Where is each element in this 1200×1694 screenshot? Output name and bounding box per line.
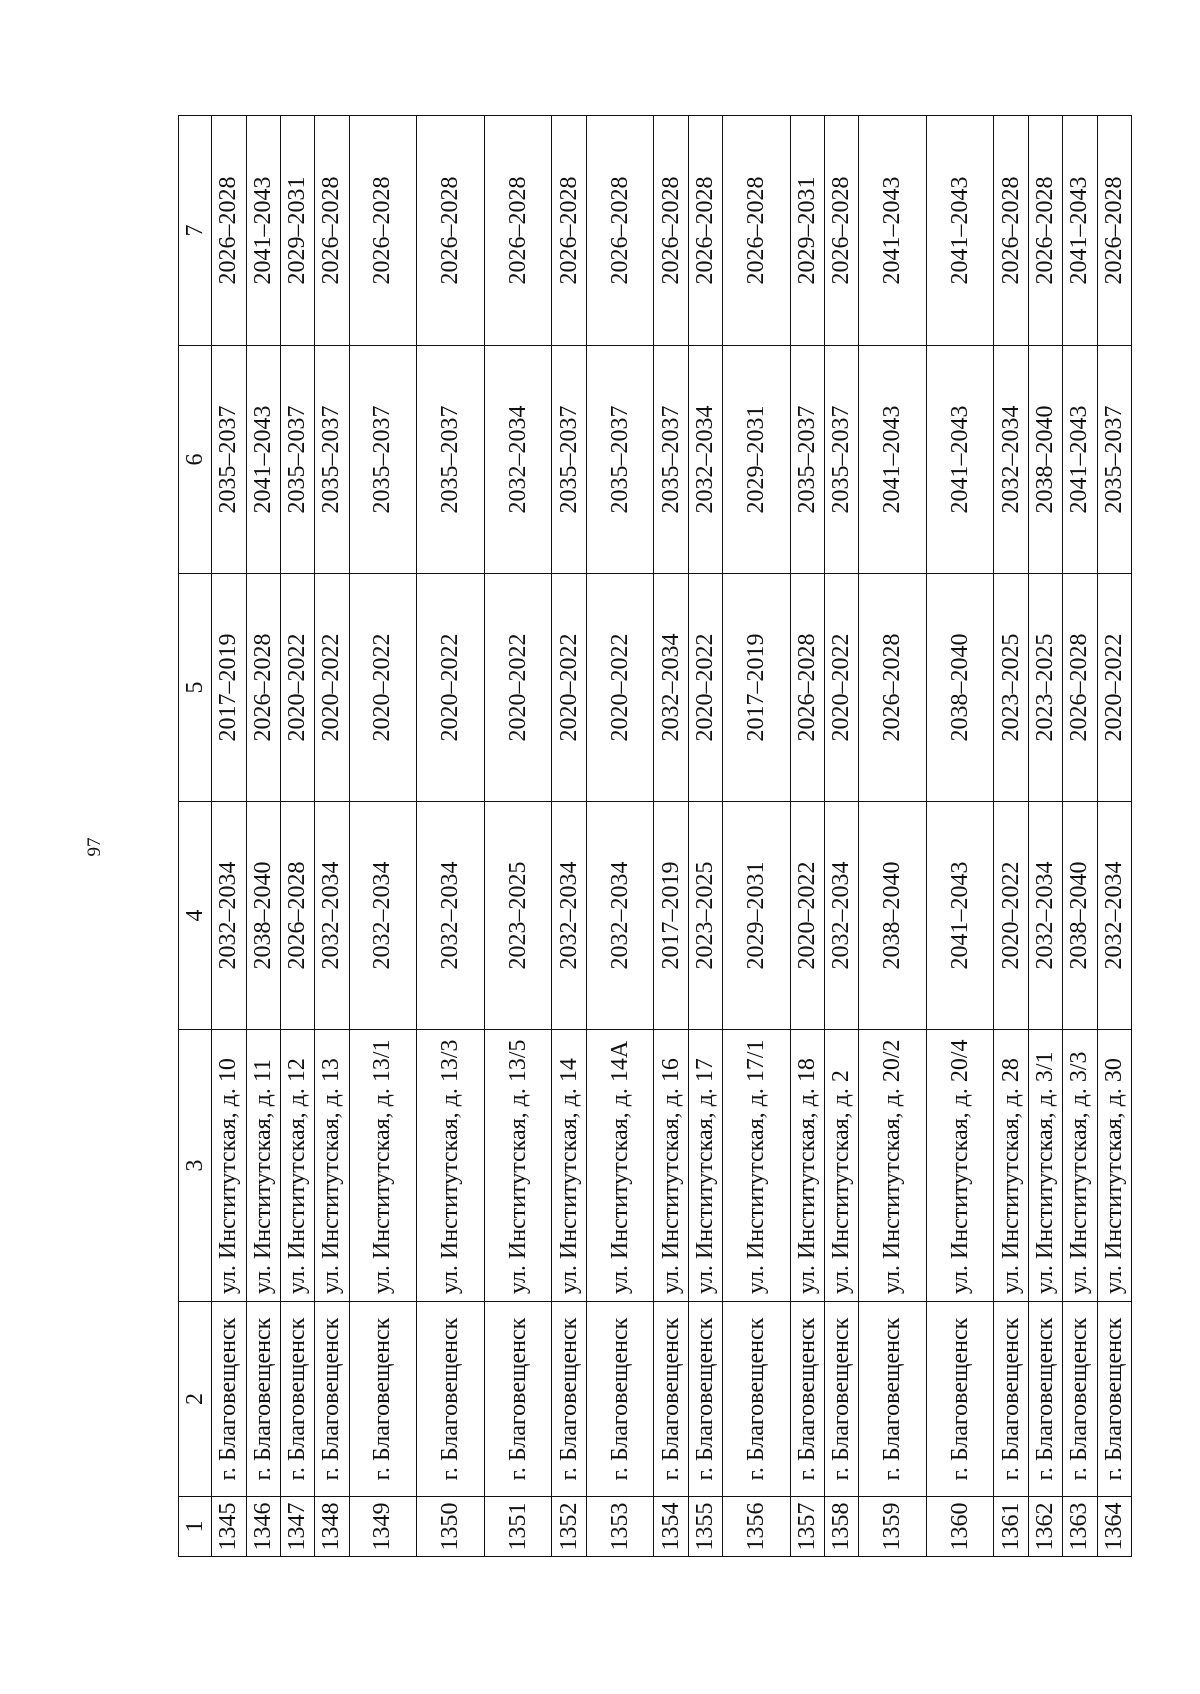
city-cell: г. Благовещенск bbox=[1063, 1302, 1097, 1497]
period-col7-cell: 2026–2028 bbox=[994, 116, 1028, 346]
address-cell: ул. Институтская, д. 12 bbox=[280, 1030, 314, 1302]
period-col5-cell: 2020–2022 bbox=[552, 574, 586, 802]
table-row bbox=[723, 116, 791, 1557]
table-row bbox=[1063, 116, 1097, 1557]
period-col4-cell: 2023–2025 bbox=[688, 802, 722, 1030]
table-row bbox=[859, 116, 927, 1557]
address-cell: ул. Институтская, д. 30 bbox=[1097, 1030, 1131, 1302]
period-col4-cell: 2038–2040 bbox=[1063, 802, 1097, 1030]
row-number-cell: 1353 bbox=[586, 1497, 654, 1557]
city-cell: г. Благовещенск bbox=[212, 1302, 246, 1497]
table-row bbox=[824, 116, 858, 1557]
period-col6-cell: 2041–2043 bbox=[859, 346, 927, 574]
city-cell: г. Благовещенск bbox=[417, 1302, 485, 1497]
period-col7-cell: 2026–2028 bbox=[212, 116, 246, 346]
address-cell: ул. Институтская, д. 20/2 bbox=[859, 1030, 927, 1302]
period-col6-cell: 2035–2037 bbox=[552, 346, 586, 574]
table-row bbox=[688, 116, 722, 1557]
period-col5-cell: 2023–2025 bbox=[1028, 574, 1062, 802]
period-col4-cell: 2026–2028 bbox=[280, 802, 314, 1030]
period-col7-cell: 2026–2028 bbox=[1097, 116, 1131, 346]
city-cell: г. Благовещенск bbox=[654, 1302, 688, 1497]
period-col7-cell: 2041–2043 bbox=[859, 116, 927, 346]
address-cell: ул. Институтская, д. 17/1 bbox=[723, 1030, 791, 1302]
period-col7-cell: 2026–2028 bbox=[484, 116, 552, 346]
period-col6-cell: 2035–2037 bbox=[315, 346, 349, 574]
row-number-cell: 1352 bbox=[552, 1497, 586, 1557]
period-col5-cell: 2038–2040 bbox=[926, 574, 994, 802]
period-col6-cell: 2035–2037 bbox=[586, 346, 654, 574]
period-col5-cell: 2020–2022 bbox=[586, 574, 654, 802]
period-col6-cell: 2032–2034 bbox=[994, 346, 1028, 574]
city-cell: г. Благовещенск bbox=[552, 1302, 586, 1497]
row-number-cell: 1350 bbox=[417, 1497, 485, 1557]
period-col7-cell: 2026–2028 bbox=[654, 116, 688, 346]
row-number-cell: 1349 bbox=[349, 1497, 417, 1557]
period-col5-cell: 2023–2025 bbox=[994, 574, 1028, 802]
period-col7-cell: 2029–2031 bbox=[790, 116, 824, 346]
period-col5-cell: 2026–2028 bbox=[246, 574, 280, 802]
row-number-cell: 1351 bbox=[484, 1497, 552, 1557]
row-number-cell: 1357 bbox=[790, 1497, 824, 1557]
period-col7-cell: 2026–2028 bbox=[315, 116, 349, 346]
city-cell: г. Благовещенск bbox=[1028, 1302, 1062, 1497]
period-col6-cell: 2035–2037 bbox=[280, 346, 314, 574]
header-cell: 3 bbox=[179, 1030, 212, 1302]
header-cell: 6 bbox=[179, 346, 212, 574]
period-col7-cell: 2026–2028 bbox=[824, 116, 858, 346]
address-cell: ул. Институтская, д. 3/3 bbox=[1063, 1030, 1097, 1302]
row-number-cell: 1348 bbox=[315, 1497, 349, 1557]
address-cell: ул. Институтская, д. 11 bbox=[246, 1030, 280, 1302]
table-row bbox=[994, 116, 1028, 1557]
period-col6-cell: 2038–2040 bbox=[1028, 346, 1062, 574]
period-col6-cell: 2041–2043 bbox=[926, 346, 994, 574]
address-cell: ул. Институтская, д. 10 bbox=[212, 1030, 246, 1302]
table-row bbox=[484, 116, 552, 1557]
row-number-cell: 1356 bbox=[723, 1497, 791, 1557]
table-row bbox=[586, 116, 654, 1557]
table-body bbox=[179, 116, 1132, 1557]
data-table bbox=[178, 115, 1132, 1557]
address-cell: ул. Институтская, д. 3/1 bbox=[1028, 1030, 1062, 1302]
period-col4-cell: 2023–2025 bbox=[484, 802, 552, 1030]
period-col5-cell: 2020–2022 bbox=[280, 574, 314, 802]
period-col4-cell: 2017–2019 bbox=[654, 802, 688, 1030]
table-row bbox=[212, 116, 246, 1557]
period-col5-cell: 2026–2028 bbox=[859, 574, 927, 802]
period-col7-cell: 2026–2028 bbox=[349, 116, 417, 346]
table-row bbox=[315, 116, 349, 1557]
address-cell: ул. Институтская, д. 2 bbox=[824, 1030, 858, 1302]
period-col4-cell: 2038–2040 bbox=[859, 802, 927, 1030]
row-number-cell: 1358 bbox=[824, 1497, 858, 1557]
address-cell: ул. Институтская, д. 14А bbox=[586, 1030, 654, 1302]
address-cell: ул. Институтская, д. 18 bbox=[790, 1030, 824, 1302]
city-cell: г. Благовещенск bbox=[859, 1302, 927, 1497]
period-col4-cell: 2029–2031 bbox=[723, 802, 791, 1030]
period-col5-cell: 2017–2019 bbox=[212, 574, 246, 802]
period-col4-cell: 2041–2043 bbox=[926, 802, 994, 1030]
table-row bbox=[349, 116, 417, 1557]
period-col6-cell: 2035–2037 bbox=[212, 346, 246, 574]
period-col4-cell: 2038–2040 bbox=[246, 802, 280, 1030]
period-col6-cell: 2032–2034 bbox=[484, 346, 552, 574]
city-cell: г. Благовещенск bbox=[349, 1302, 417, 1497]
period-col7-cell: 2041–2043 bbox=[926, 116, 994, 346]
address-cell: ул. Институтская, д. 14 bbox=[552, 1030, 586, 1302]
city-cell: г. Благовещенск bbox=[824, 1302, 858, 1497]
period-col6-cell: 2035–2037 bbox=[790, 346, 824, 574]
period-col7-cell: 2026–2028 bbox=[688, 116, 722, 346]
rotated-table-container bbox=[178, 116, 1132, 1557]
period-col4-cell: 2032–2034 bbox=[1097, 802, 1131, 1030]
row-number-cell: 1364 bbox=[1097, 1497, 1131, 1557]
period-col6-cell: 2035–2037 bbox=[349, 346, 417, 574]
period-col4-cell: 2032–2034 bbox=[824, 802, 858, 1030]
address-cell: ул. Институтская, д. 13/3 bbox=[417, 1030, 485, 1302]
table-row bbox=[654, 116, 688, 1557]
row-number-cell: 1354 bbox=[654, 1497, 688, 1557]
city-cell: г. Благовещенск bbox=[926, 1302, 994, 1497]
period-col5-cell: 2020–2022 bbox=[1097, 574, 1131, 802]
period-col6-cell: 2041–2043 bbox=[246, 346, 280, 574]
period-col6-cell: 2029–2031 bbox=[723, 346, 791, 574]
period-col7-cell: 2026–2028 bbox=[552, 116, 586, 346]
address-cell: ул. Институтская, д. 20/4 bbox=[926, 1030, 994, 1302]
period-col5-cell: 2020–2022 bbox=[417, 574, 485, 802]
city-cell: г. Благовещенск bbox=[1097, 1302, 1131, 1497]
city-cell: г. Благовещенск bbox=[315, 1302, 349, 1497]
table-row bbox=[280, 116, 314, 1557]
table-row bbox=[246, 116, 280, 1557]
city-cell: г. Благовещенск bbox=[994, 1302, 1028, 1497]
row-number-cell: 1359 bbox=[859, 1497, 927, 1557]
row-number-cell: 1363 bbox=[1063, 1497, 1097, 1557]
header-cell: 5 bbox=[179, 574, 212, 802]
period-col4-cell: 2020–2022 bbox=[790, 802, 824, 1030]
period-col5-cell: 2032–2034 bbox=[654, 574, 688, 802]
period-col7-cell: 2026–2028 bbox=[723, 116, 791, 346]
address-cell: ул. Институтская, д. 17 bbox=[688, 1030, 722, 1302]
period-col7-cell: 2041–2043 bbox=[1063, 116, 1097, 346]
period-col4-cell: 2032–2034 bbox=[417, 802, 485, 1030]
period-col5-cell: 2020–2022 bbox=[349, 574, 417, 802]
period-col7-cell: 2026–2028 bbox=[1028, 116, 1062, 346]
address-cell: ул. Институтская, д. 13/5 bbox=[484, 1030, 552, 1302]
city-cell: г. Благовещенск bbox=[280, 1302, 314, 1497]
row-number-cell: 1347 bbox=[280, 1497, 314, 1557]
address-cell: ул. Институтская, д. 13 bbox=[315, 1030, 349, 1302]
period-col4-cell: 2032–2034 bbox=[552, 802, 586, 1030]
period-col5-cell: 2026–2028 bbox=[1063, 574, 1097, 802]
period-col4-cell: 2032–2034 bbox=[586, 802, 654, 1030]
period-col7-cell: 2026–2028 bbox=[586, 116, 654, 346]
city-cell: г. Благовещенск bbox=[246, 1302, 280, 1497]
city-cell: г. Благовещенск bbox=[688, 1302, 722, 1497]
period-col7-cell: 2029–2031 bbox=[280, 116, 314, 346]
period-col6-cell: 2035–2037 bbox=[1097, 346, 1131, 574]
period-col7-cell: 2041–2043 bbox=[246, 116, 280, 346]
table-row bbox=[1028, 116, 1062, 1557]
address-cell: ул. Институтская, д. 28 bbox=[994, 1030, 1028, 1302]
city-cell: г. Благовещенск bbox=[586, 1302, 654, 1497]
period-col5-cell: 2020–2022 bbox=[824, 574, 858, 802]
header-cell: 4 bbox=[179, 802, 212, 1030]
period-col4-cell: 2020–2022 bbox=[994, 802, 1028, 1030]
city-cell: г. Благовещенск bbox=[790, 1302, 824, 1497]
city-cell: г. Благовещенск bbox=[723, 1302, 791, 1497]
page-number: 97 bbox=[84, 837, 105, 857]
period-col4-cell: 2032–2034 bbox=[349, 802, 417, 1030]
row-number-cell: 1355 bbox=[688, 1497, 722, 1557]
address-cell: ул. Институтская, д. 13/1 bbox=[349, 1030, 417, 1302]
row-number-cell: 1361 bbox=[994, 1497, 1028, 1557]
table-row bbox=[417, 116, 485, 1557]
city-cell: г. Благовещенск bbox=[484, 1302, 552, 1497]
period-col6-cell: 2035–2037 bbox=[654, 346, 688, 574]
period-col5-cell: 2017–2019 bbox=[723, 574, 791, 802]
period-col6-cell: 2035–2037 bbox=[417, 346, 485, 574]
period-col7-cell: 2026–2028 bbox=[417, 116, 485, 346]
address-cell: ул. Институтская, д. 16 bbox=[654, 1030, 688, 1302]
period-col6-cell: 2035–2037 bbox=[824, 346, 858, 574]
period-col4-cell: 2032–2034 bbox=[212, 802, 246, 1030]
period-col6-cell: 2032–2034 bbox=[688, 346, 722, 574]
row-number-cell: 1360 bbox=[926, 1497, 994, 1557]
table-row bbox=[790, 116, 824, 1557]
table-header-row bbox=[179, 116, 212, 1557]
header-cell: 2 bbox=[179, 1302, 212, 1497]
table-row bbox=[552, 116, 586, 1557]
row-number-cell: 1346 bbox=[246, 1497, 280, 1557]
period-col5-cell: 2020–2022 bbox=[688, 574, 722, 802]
period-col5-cell: 2020–2022 bbox=[484, 574, 552, 802]
period-col4-cell: 2032–2034 bbox=[1028, 802, 1062, 1030]
period-col5-cell: 2020–2022 bbox=[315, 574, 349, 802]
table-row bbox=[1097, 116, 1131, 1557]
table-row bbox=[926, 116, 994, 1557]
period-col4-cell: 2032–2034 bbox=[315, 802, 349, 1030]
header-cell: 1 bbox=[179, 1497, 212, 1557]
period-col6-cell: 2041–2043 bbox=[1063, 346, 1097, 574]
period-col5-cell: 2026–2028 bbox=[790, 574, 824, 802]
row-number-cell: 1362 bbox=[1028, 1497, 1062, 1557]
header-cell: 7 bbox=[179, 116, 212, 346]
row-number-cell: 1345 bbox=[212, 1497, 246, 1557]
